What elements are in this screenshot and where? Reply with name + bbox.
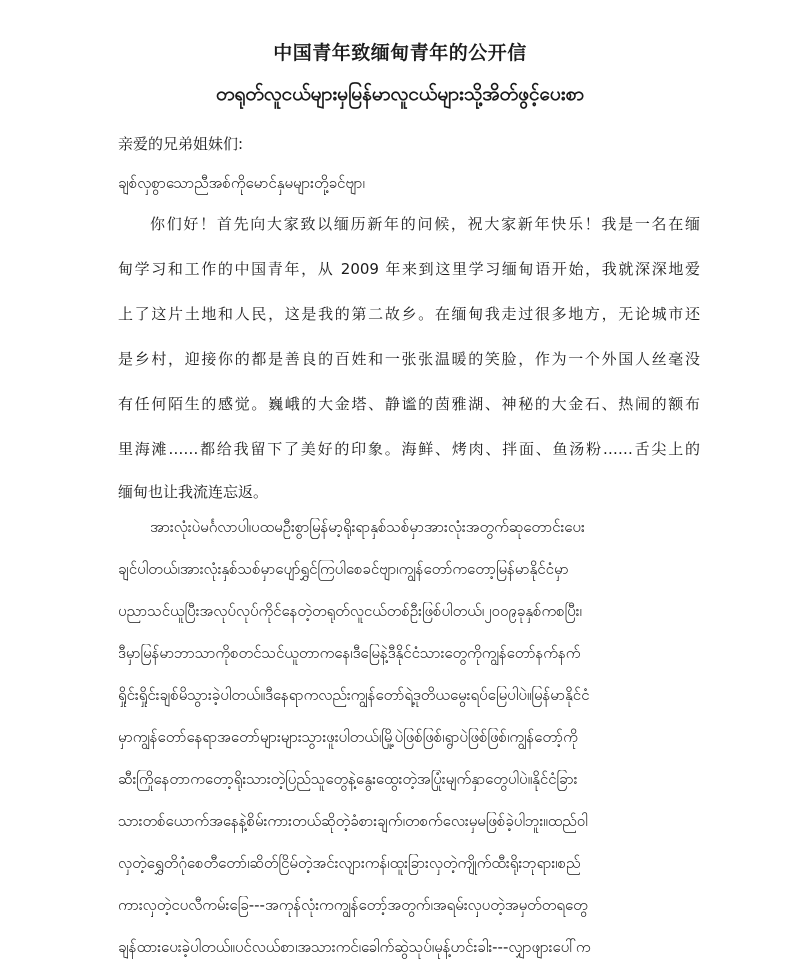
- paragraph-burmese-line: ဆီးကြိုနေတာကတော့ရိုးသားတဲ့ပြည်သူတွေနဲ့နွေးထွေးတဲ့အပြုံးမျက်နှာတွေပါပဲ။နိုင်ငံခြား: [118, 770, 578, 788]
- paragraph-burmese-line: ပညာသင်ယူပြီးအလုပ်လုပ်ကိုင်နေတဲ့တရုတ်လူငယ်တစ်ဦးဖြစ်ပါတယ်၊၂၀၀၉ခုနှစ်ကစပြီး၊: [118, 602, 582, 620]
- salutation-chinese: 亲爱的兄弟姐妹们:: [118, 135, 244, 153]
- paragraph-chinese-line: 是乡村，迎接你的都是善良的百姓和一张张温暖的笑脸，作为一个外国人丝毫没: [118, 350, 700, 368]
- title-chinese: 中国青年致缅甸青年的公开信: [273, 42, 527, 64]
- paragraph-burmese-line: သားတစ်ယောက်အနေနဲ့စိမ်းကားတယ်ဆိုတဲ့ခံစားချက်၊တစက်လေးမှမဖြစ်ခဲ့ပါဘူး။ထည်ဝါ: [118, 812, 588, 830]
- paragraph-burmese-line: ရှိုင်းရှိုင်းချစ်မိသွားခဲ့ပါတယ်။ဒီနေရာကလည်းကျွန်တော်ရဲ့ဒုတိယမွေးရပ်မြေပါပဲ။မြန်မာနိုင်ငံ: [118, 686, 590, 704]
- paragraph-burmese-line: လှတဲ့ရွှေတိဂုံစေတီတော်၊ဆိတ်ငြိမ်တဲ့အင်းလျားကန်၊ထူးခြားလှတဲ့ကျိုက်ထီးရိုးဘုရား၊စည်: [118, 854, 581, 872]
- paragraph-burmese-line: မှာကျွန်တော်နေရာအတော်များများသွားဖူးပါတယ်၊မြို့ပဲဖြစ်ဖြစ်၊ရွာပဲဖြစ်ဖြစ်၊ကျွန်တော့်ကို: [118, 728, 578, 746]
- paragraph-burmese-line: ချန်ထားပေးခဲ့ပါတယ်။ပင်လယ်စာ၊အသားကင်၊ခေါက်ဆွဲသုပ်၊မုန့်ဟင်းခါး---လျှာဖျားပေါ်က: [118, 938, 591, 956]
- paragraph-chinese-line: 甸学习和工作的中国青年，从 2009 年来到这里学习缅甸语开始，我就深深地爱: [118, 260, 700, 278]
- paragraph-burmese-line: ဒီမှာမြန်မာဘာသာကိုစတင်သင်ယူတာကနေ၊ဒီမြေနဲ့ဒီနိုင်ငံသားတွေကိုကျွန်တော်နက်နက်: [118, 644, 581, 662]
- paragraph-chinese-line: 缅甸也让我流连忘返。: [118, 483, 269, 501]
- paragraph-chinese-line: 有任何陌生的感觉。巍峨的大金塔、静谧的茵雅湖、神秘的大金石、热闹的额布: [118, 395, 700, 413]
- salutation-burmese: ချစ်လှစွာသောညီအစ်ကိုမောင်နှမများတို့ခင်ဗျာ၊: [118, 174, 365, 192]
- paragraph-chinese-line: 你们好！首先向大家致以缅历新年的问候，祝大家新年快乐！我是一名在缅: [150, 215, 700, 233]
- paragraph-burmese-line: ကားလှတဲ့ငပလီကမ်းခြေ---အကုန်လုံးကကျွန်တော့်အတွက်၊အရမ်းလှပတဲ့အမှတ်တရတွေ: [118, 896, 588, 914]
- paragraph-burmese-line: အားလုံးပဲမင်္ဂလာပါ၊ပထမဦးစွာမြန်မာ့ရိုးရာနှစ်သစ်မှာအားလုံးအတွက်ဆုတောင်းပေး: [150, 518, 585, 536]
- paragraph-chinese-line: 上了这片土地和人民，这是我的第二故乡。在缅甸我走过很多地方，无论城市还: [118, 305, 700, 323]
- title-burmese: တရုတ်လူငယ်များမှမြန်မာလူငယ်များသို့အိတ်ဖွင့်ပေးစာ: [215, 83, 585, 105]
- paragraph-chinese-line: 里海滩……都给我留下了美好的印象。海鲜、烤肉、拌面、鱼汤粉……舌尖上的: [118, 440, 700, 458]
- paragraph-burmese-line: ချင်ပါတယ်၊အားလုံးနှစ်သစ်မှာပျော်ရွှင်ကြပါစေခင်ဗျာ၊ကျွန်တော်ကတော့မြန်မာနိုင်ငံမှာ: [118, 560, 569, 578]
